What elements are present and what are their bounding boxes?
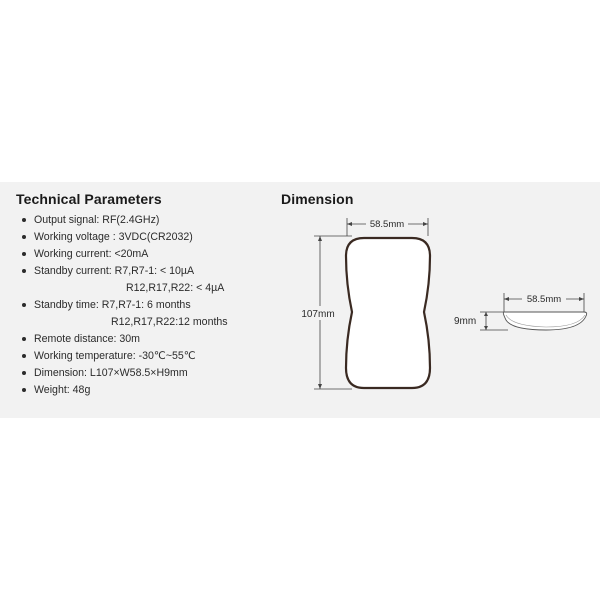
front-height-label: 107mm (301, 309, 335, 320)
param-remote-distance (22, 331, 228, 348)
arrow-down-icon (484, 326, 488, 330)
param-continuation: R12,R17,R22:12 months (111, 316, 228, 328)
param-text: Dimension: L107×W58.5×H9mm (34, 367, 188, 379)
bullet-icon (22, 388, 26, 392)
bullet-icon (22, 269, 26, 273)
arrow-down-icon (318, 384, 322, 389)
arrow-right-icon (579, 297, 584, 301)
param-text: Working temperature: -30℃~55℃ (34, 350, 196, 362)
param-working-temperature (22, 348, 228, 365)
arrow-left-icon (504, 297, 509, 301)
bullet-icon (22, 218, 26, 222)
param-standby-current (22, 263, 228, 297)
remote-front-outline (346, 238, 430, 388)
arrow-up-icon (318, 236, 322, 241)
bullet-icon (22, 303, 26, 307)
front-view-drawing (290, 214, 450, 394)
side-view-drawing (450, 290, 590, 340)
dimension-heading: Dimension (281, 191, 354, 207)
bullet-icon (22, 337, 26, 341)
arrow-up-icon (484, 312, 488, 316)
param-text: Working current: <20mA (34, 248, 149, 260)
bullet-icon (22, 371, 26, 375)
param-text: Weight: 48g (34, 384, 91, 396)
bullet-icon (22, 252, 26, 256)
side-height-label: 9mm (454, 316, 477, 327)
remote-side-outline (503, 312, 586, 330)
front-width-label: 58.5mm (369, 219, 405, 230)
technical-parameters-heading: Technical Parameters (16, 191, 162, 207)
param-dimension (22, 365, 228, 382)
param-weight (22, 382, 228, 399)
bullet-icon (22, 354, 26, 358)
param-text: Standby current: R7,R7-1: < 10µA (34, 265, 195, 277)
param-text: Output signal: RF(2.4GHz) (34, 214, 160, 226)
param-working-current (22, 246, 228, 263)
param-standby-time (22, 297, 228, 331)
parameter-list (22, 212, 228, 399)
arrow-left-icon (347, 222, 352, 226)
param-working-voltage (22, 229, 228, 246)
param-text: Remote distance: 30m (34, 333, 140, 345)
param-continuation: R12,R17,R22: < 4µA (126, 282, 225, 294)
param-output-signal (22, 212, 228, 229)
bullet-icon (22, 235, 26, 239)
side-width-label: 58.5mm (526, 294, 562, 305)
param-text: Working voltage : 3VDC(CR2032) (34, 231, 193, 243)
param-text: Standby time: R7,R7-1: 6 months (34, 299, 191, 311)
arrow-right-icon (423, 222, 428, 226)
